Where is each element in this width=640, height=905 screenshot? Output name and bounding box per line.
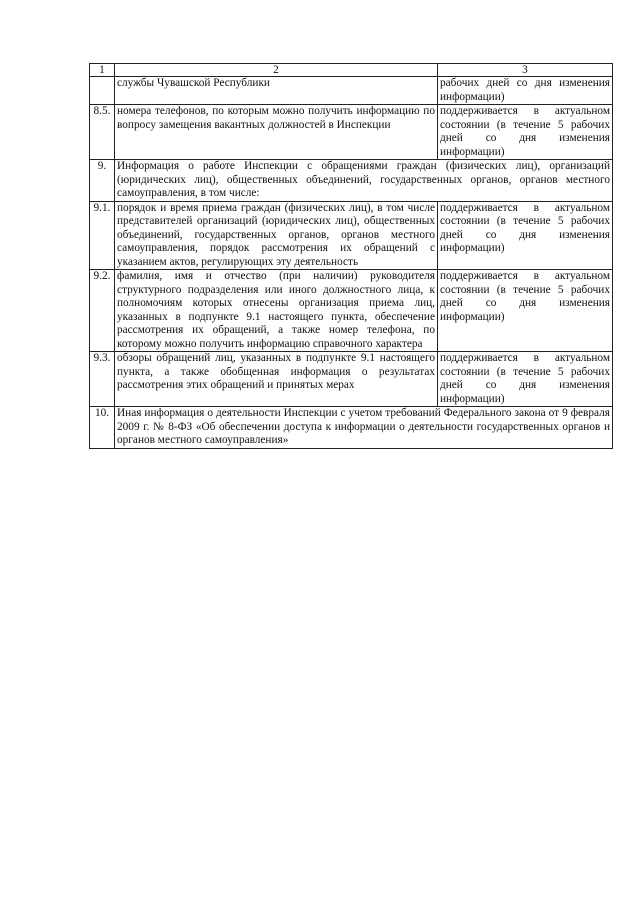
table-row bbox=[90, 160, 613, 202]
table-row bbox=[90, 77, 613, 105]
row-number: 9.1. bbox=[90, 201, 115, 270]
row-text: Информация о работе Инспекции с обращениями граждан (физических лиц), организаций (юридических лиц), общественных объединений, государственных органов, органов местного самоуправления, в том числе: bbox=[115, 160, 613, 202]
table-row bbox=[90, 201, 613, 270]
row-text: Иная информация о деятельности Инспекции с учетом требований Федерального закона от 9 февраля 2009 г. № 8-ФЗ «Об обеспечении доступа к информации о деятельности государственных органов и органов местного самоуправления» bbox=[115, 407, 613, 449]
row-status: рабочих дней со дня изменения информации) bbox=[438, 77, 613, 105]
row-number bbox=[90, 77, 115, 105]
information-table bbox=[89, 63, 613, 449]
row-status: поддерживается в актуальном состоянии (в течение 5 рабочих дней со дня изменения информации) bbox=[438, 201, 613, 270]
table-row bbox=[90, 352, 613, 407]
row-status: поддерживается в актуальном состоянии (в течение 5 рабочих дней со дня изменения информации) bbox=[438, 352, 613, 407]
header-col-3: 3 bbox=[438, 64, 613, 77]
row-number: 8.5. bbox=[90, 105, 115, 160]
row-text: службы Чувашской Республики bbox=[115, 77, 438, 105]
row-text: фамилия, имя и отчество (при наличии) руководителя структурного подразделения или иного должностного лица, к полномочиям которых отнесены организация приема лиц, указанных в подпункте 9.1 настоящего пункта, обеспечение рассмотрения их обращений, а также номер телефона, по которому можно получить информацию справочного характера bbox=[115, 270, 438, 352]
table-row bbox=[90, 105, 613, 160]
table-row bbox=[90, 407, 613, 449]
row-number: 10. bbox=[90, 407, 115, 449]
table-header-row bbox=[90, 64, 613, 77]
row-status: поддерживается в актуальном состоянии (в течение 5 рабочих дней со дня изменения информации) bbox=[438, 105, 613, 160]
table-row bbox=[90, 270, 613, 352]
row-number: 9.3. bbox=[90, 352, 115, 407]
header-col-2: 2 bbox=[115, 64, 438, 77]
row-number: 9.2. bbox=[90, 270, 115, 352]
row-text: порядок и время приема граждан (физических лиц), в том числе представителей организаций (юридических лиц), общественных объединений, государственных органов, органов местного самоуправления, порядок рассмотрения их обращений с указанием актов, регулирующих эту деятельность bbox=[115, 201, 438, 270]
row-status: поддерживается в актуальном состоянии (в течение 5 рабочих дней со дня изменения информации) bbox=[438, 270, 613, 352]
header-col-1: 1 bbox=[90, 64, 115, 77]
row-text: обзоры обращений лиц, указанных в подпункте 9.1 настоящего пункта, а также обобщенная информация о результатах рассмотрения этих обращений и принятых мерах bbox=[115, 352, 438, 407]
row-text: номера телефонов, по которым можно получить информацию по вопросу замещения вакантных должностей в Инспекции bbox=[115, 105, 438, 160]
row-number: 9. bbox=[90, 160, 115, 202]
